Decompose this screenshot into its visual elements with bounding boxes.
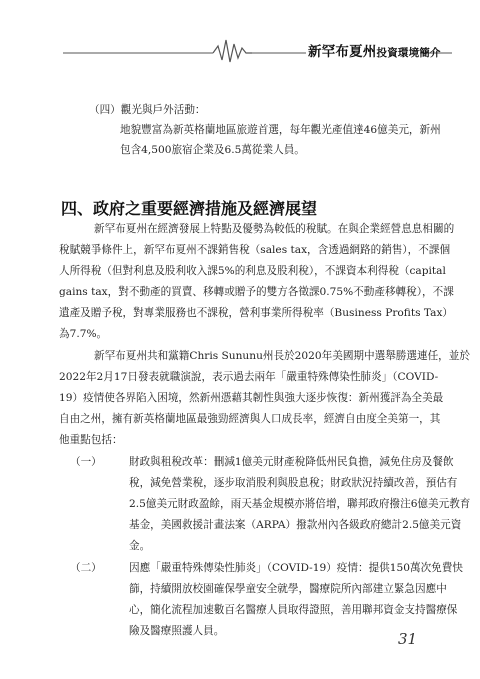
- item-2-label: （二）: [70, 562, 102, 574]
- subsection-heading: （四）觀光與戶外活動：: [89, 104, 206, 116]
- header-title-small: 投資環境簡介: [376, 47, 441, 59]
- section-title: 四、政府之重要經濟措施及經濟展望: [61, 199, 318, 218]
- para1-line-5: 遺產及贈予稅，對專業服務也不課稅，營利事業所得稅率（Business Profits Tax）: [59, 307, 454, 319]
- item-1-line-5: 金。: [129, 540, 151, 552]
- item-2-line-2: 篩，持續開放校園確保學童安全就學，醫療院所內部建立緊急因應中: [129, 583, 447, 595]
- para1-line-1: 新罕布夏州在經濟發展上特點及優勢為較低的稅賦。在與企業經營息息相關的: [94, 223, 455, 235]
- item-2-line-4: 險及醫療照護人員。: [129, 625, 225, 637]
- subsection-line-2: 包含4,500旅宿企業及6.5萬從業人員。: [120, 144, 305, 156]
- subsection-line-1: 地貌豐富為新英格蘭地區旅遊首選，每年觀光產值達46億美元，新州: [120, 124, 441, 136]
- para2-line-3: 19）疫情使各界陷入困境，然新州憑藉其韌性與強大逐步恢復：新州獲評為全美最: [59, 392, 444, 404]
- para1-line-6: 為7.7%。: [59, 328, 108, 340]
- page-header: [0, 0, 480, 66]
- item-2-line-1: 因應「嚴重特殊傳染性肺炎」（COVID-19）疫情：提供150萬次免費快: [129, 562, 463, 574]
- header-title-main: 新罕布夏州: [308, 44, 377, 60]
- para2-line-2: 2022年2月17日發表就職演說，表示過去兩年「嚴重特殊傳染性肺炎」（COVID-: [59, 371, 439, 383]
- item-1-line-4: 基金，美國救援計畫法案（ARPA）撥款州內各級政府總計2.5億美元資: [129, 519, 462, 531]
- para2-line-5: 他重點包括：: [59, 434, 123, 446]
- item-2-line-3: 心，簡化流程加速數百名醫療人員取得證照，善用聯邦資金支持醫療保: [129, 604, 458, 616]
- item-1-line-1: 財政與租稅改革：刪減1億美元財產稅降低州民負擔，減免住房及餐飲: [129, 456, 454, 468]
- para1-line-4: gains tax，對不動產的買賣、移轉或贈予的雙方各徵課0.75%不動產移轉稅），不課: [59, 286, 454, 298]
- item-1-line-3: 2.5億美元財政盈餘，雨天基金規模亦將倍增，聯邦政府撥注6億美元教育: [129, 498, 471, 510]
- page-number: 31: [398, 630, 418, 648]
- para2-line-4: 自由之州，擁有新英格蘭地區最強勁經濟與人口成長率，經濟自由度全美第一，其: [59, 413, 441, 425]
- para1-line-3: 人所得稅（但對利息及股利收入課5%的利息及股利稅），不課資本利得稅（capital: [59, 265, 446, 277]
- para2-line-1: 新罕布夏州共和黨籍Chris Sununu州長於2020年美國期中選舉勝選連任，並於: [94, 350, 470, 362]
- para1-line-2: 稅賦競爭條件上，新罕布夏州不課銷售稅（sales tax，含透過網路的銷售），不課個: [59, 244, 451, 256]
- item-1-line-2: 稅，減免營業稅，逐步取消股利與股息稅；財政狀況持續改善，預估有: [129, 477, 458, 489]
- header-title: [308, 40, 441, 60]
- item-1-label: （一）: [70, 456, 102, 468]
